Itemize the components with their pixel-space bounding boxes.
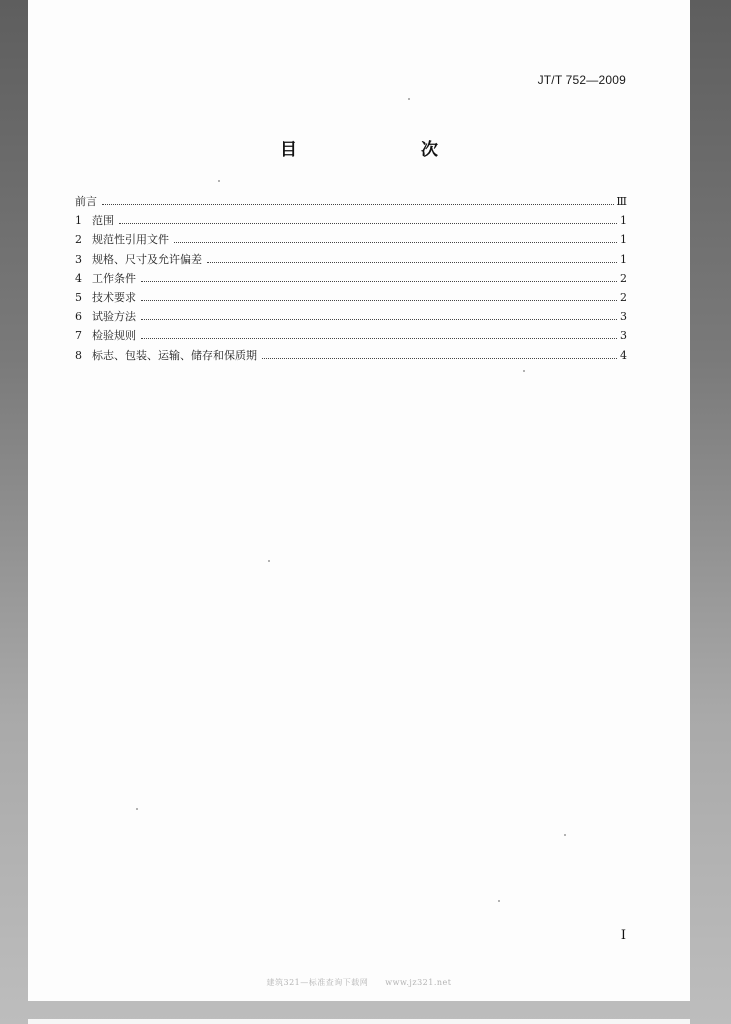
toc-entry-page: Ⅲ (616, 195, 627, 208)
scan-speck (218, 180, 220, 182)
toc-dot-leader (174, 241, 617, 243)
table-of-contents (75, 193, 627, 366)
toc-entry-page: 1 (620, 214, 627, 228)
toc-dot-leader (141, 318, 617, 320)
toc-entry-3[interactable] (75, 251, 627, 270)
toc-entry-2[interactable] (75, 231, 627, 250)
toc-entry-1[interactable] (75, 212, 627, 231)
toc-entry-page: 2 (620, 271, 627, 285)
next-page-edge (28, 1019, 690, 1024)
toc-entry-number: 7 (75, 329, 82, 343)
toc-entry-number: 3 (75, 252, 82, 266)
toc-entry-label: 范围 (92, 214, 114, 228)
toc-entry-page: 1 (620, 252, 627, 266)
toc-dot-leader (119, 222, 617, 224)
toc-entry-foreword[interactable] (75, 193, 627, 212)
toc-dot-leader (141, 337, 617, 339)
toc-entry-label: 试验方法 (92, 310, 136, 324)
toc-entry-5[interactable] (75, 289, 627, 308)
scan-speck (523, 370, 525, 372)
toc-entry-8[interactable] (75, 347, 627, 366)
toc-dot-leader (102, 203, 614, 205)
scan-speck (268, 560, 270, 562)
toc-entry-6[interactable] (75, 308, 627, 327)
toc-entry-label: 前言 (75, 195, 97, 208)
toc-dot-leader (207, 261, 617, 263)
toc-entry-label: 规范性引用文件 (92, 233, 169, 247)
toc-entry-7[interactable] (75, 327, 627, 346)
toc-entry-label: 规格、尺寸及允许偏差 (92, 252, 202, 266)
toc-entry-number: 5 (75, 290, 82, 304)
scan-speck (564, 834, 566, 836)
toc-entry-label: 工作条件 (92, 271, 136, 285)
toc-entry-page: 4 (620, 348, 627, 362)
toc-entry-number: 6 (75, 310, 82, 324)
toc-entry-page: 1 (620, 233, 627, 247)
toc-entry-4[interactable] (75, 270, 627, 289)
toc-entry-page: 3 (620, 310, 627, 324)
toc-entry-number: 1 (75, 214, 82, 228)
scan-speck (136, 808, 138, 810)
watermark-text: 建筑321—标准查询下载网 www.jz321.net (266, 978, 452, 987)
standard-code: JT/T 752—2009 (537, 73, 626, 87)
page-number: I (620, 928, 626, 943)
toc-entry-page: 3 (620, 329, 627, 343)
toc-entry-label: 标志、包装、运输、储存和保质期 (92, 348, 257, 362)
scan-speck (498, 900, 500, 902)
toc-dot-leader (141, 299, 617, 301)
toc-title: 目 次 (280, 140, 468, 160)
toc-entry-number: 2 (75, 233, 82, 247)
toc-entry-number: 8 (75, 348, 82, 362)
toc-entry-label: 技术要求 (92, 290, 136, 304)
document-page (28, 0, 690, 1001)
scan-speck (408, 98, 410, 100)
toc-dot-leader (262, 357, 617, 359)
toc-dot-leader (141, 280, 617, 282)
toc-entry-label: 检验规则 (92, 329, 136, 343)
toc-entry-number: 4 (75, 271, 82, 285)
toc-entry-page: 2 (620, 290, 627, 304)
